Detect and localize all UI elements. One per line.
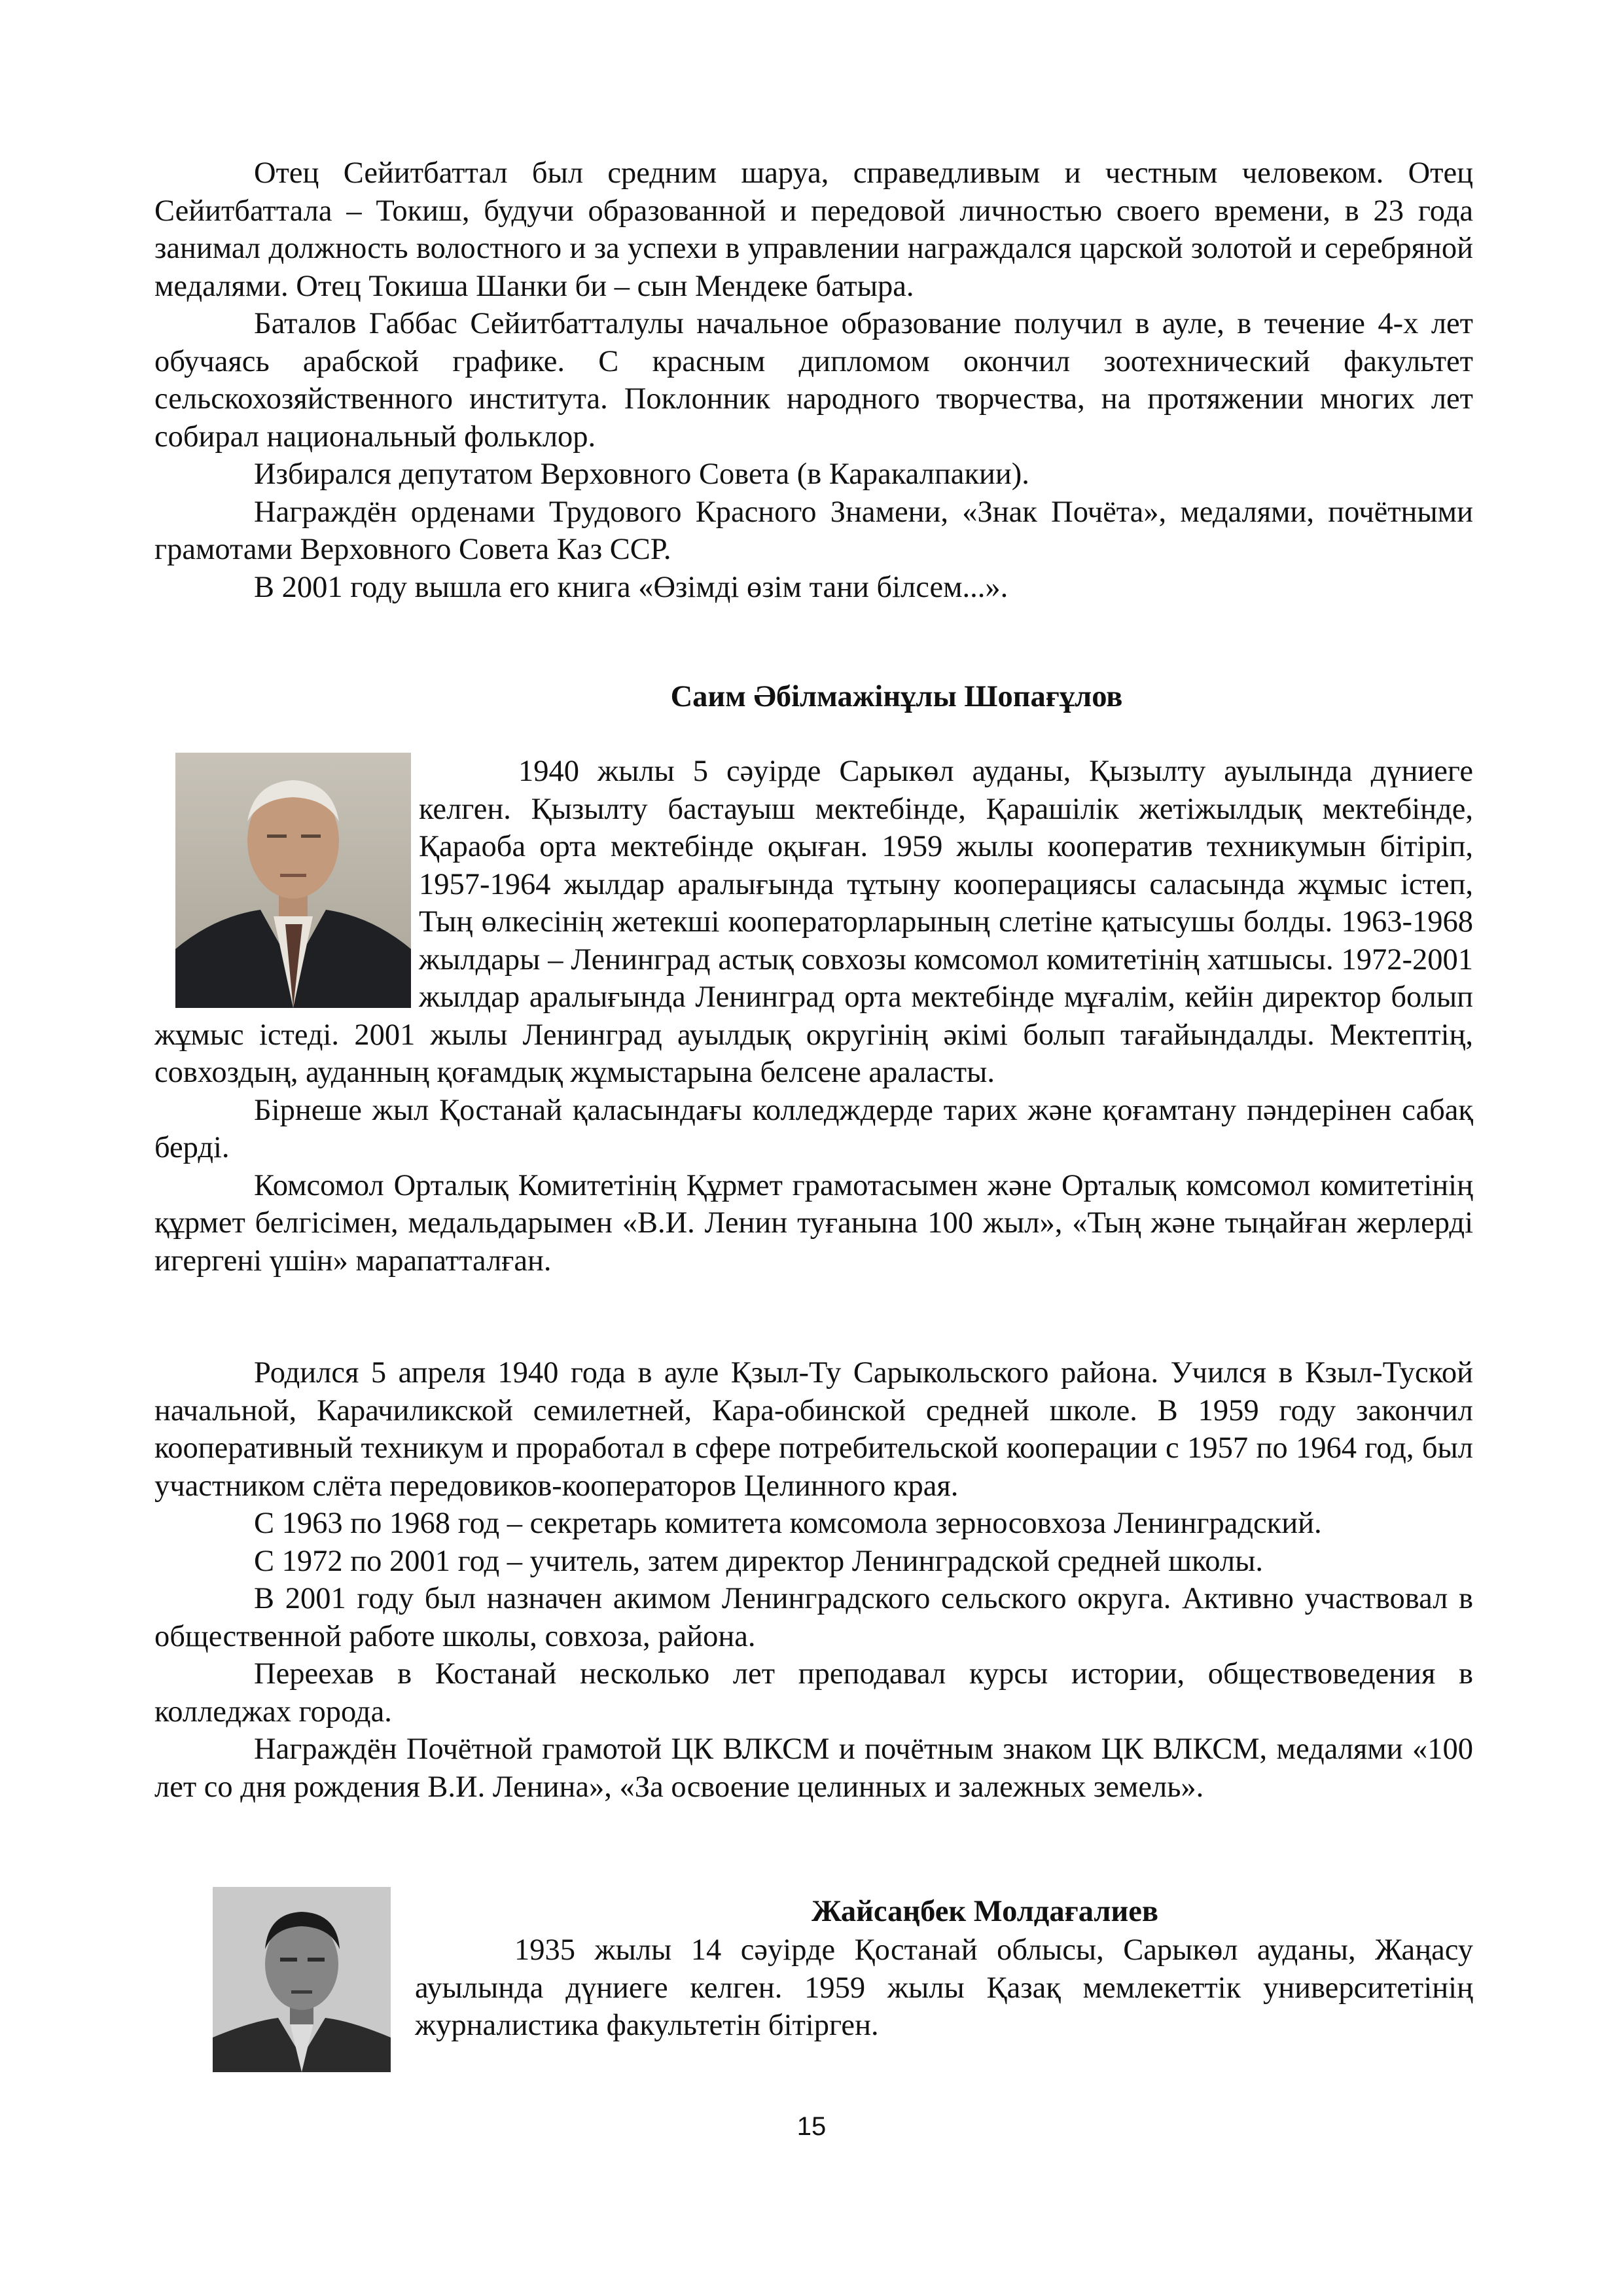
paragraph: Комсомол Орталық Комитетінің Құрмет грамотасымен және Орталық комсомол комитетінің құрмет белгісімен, медальдарымен «В.И. Ленин туғанына 100 жыл», «Тың және тыңайған жерлерді игергені үшін» марапатталған. — [154, 1168, 1473, 1278]
paragraph: С 1963 по 1968 год – секретарь комитета комсомола зерносовхоза Ленинградский. — [254, 1507, 1322, 1540]
paragraph: Награждён орденами Трудового Красного Знамени, «Знак Почёта», медалями, почётными грамотами Верховного Совета Каз ССР. — [154, 495, 1473, 566]
paragraph: Бірнеше жыл Қостанай қаласындағы колледждерде тарих және қоғамтану пәндерінен сабақ берді. — [154, 1093, 1473, 1164]
portrait-photo-image — [175, 753, 411, 1008]
paragraph: В 2001 году вышла его книга «Өзімді өзім тани білсем...». — [254, 570, 1008, 604]
paragraph: Избирался депутатом Верховного Совета (в Каракалпакии). — [254, 457, 1029, 491]
paragraph: 1940 жылы 5 сәуірде Сарыкөл ауданы, Қызылту ауылында дүниеге келген. Қызылту бастауыш мектебінде, Қарашілік жетіжылдық мектебінде, Қараоба орта мектебінде оқыған. 1959 жылы кооператив техникумын бітіріп, 1957-1964 жылдар аралығында тұтыну кооперациясы саласында жұмыс істеп, Тың өлкесінің жетекші кооператорларының слетіне қатысушы болды. 1963-1968 жылдары – Ленинград астық совхозы комсомол комитетінің хатшысы. 1972-2001 жылдар аралығында Ленинград орта мектебінде мұғалім, кейін директор болып жұмыс істеді. 2001 жылы Ленинград ауылдық округінің әкімі болып тағайындалды. Мектептің, совхоздың, ауданның қоғамдық жұмыстарына белсене араласты. — [154, 755, 1473, 1089]
person2-kz-section — [415, 1931, 1473, 2045]
paragraph: Родился 5 апреля 1940 года в ауле Қзыл-Ту Сарыкольского района. Учился в Кзыл-Туской начальной, Карачиликской семилетней, Кара-обинской средней школе. В 1959 году закончил кооперативный техникум и проработал в сфере потребительской кооперации с 1957 по 1964 год, был участником слёта передовиков-кооператоров Целинного края. — [154, 1356, 1473, 1503]
portrait-photo — [213, 1887, 391, 2072]
person-name-heading: Саим Әбілмажінұлы Шопағұлов — [670, 680, 1123, 713]
person-name-heading: Жайсаңбек Молдағалиев — [812, 1895, 1158, 1928]
paragraph: Баталов Габбас Сейитбатталулы начальное образование получил в ауле, в течение 4-х лет обучаясь арабской графике. С красным дипломом окончил зоотехнический факультет сельскохозяйственного института. Поклонник народного творчества, на протяжении многих лет собирал национальный фольклор. — [154, 307, 1473, 454]
intro-section — [154, 154, 1473, 606]
paragraph: Награждён Почётной грамотой ЦК ВЛКСМ и почётным знаком ЦК ВЛКСМ, медалями «100 лет со дня рождения В.И. Ленина», «За освоение целинных и залежных земель». — [154, 1732, 1473, 1804]
portrait-photo-image — [213, 1887, 391, 2072]
person1-kz-section — [154, 753, 1473, 1280]
paragraph: 1935 жылы 14 сәуірде Қостанай облысы, Сарыкөл ауданы, Жаңасу ауылында дүниеге келген. 1959 жылы Қазақ мемлекеттік университетінің журналистика факультетін бітірген. — [415, 1933, 1473, 2042]
portrait-photo — [175, 753, 411, 1008]
paragraph: Отец Сейитбаттал был средним шаруа, справедливым и честным человеком. Отец Сейитбаттала – Токиш, будучи образованной и передовой личностью своего времени, в 23 года занимал должность волостного и за успехи в управлении награждался царской золотой и серебряной медалями. Отец Токиша Шанки би – сын Мендеке батыра. — [154, 156, 1473, 303]
paragraph: Переехав в Костанай несколько лет преподавал курсы истории, обществоведения в колледжах города. — [154, 1657, 1473, 1729]
paragraph: В 2001 году был назначен акимом Ленинградского сельского округа. Активно участвовал в общественной работе школы, совхоза, района. — [154, 1582, 1473, 1653]
person1-ru-section — [154, 1354, 1473, 1806]
paragraph: С 1972 по 2001 год – учитель, затем директор Ленинградской средней школы. — [254, 1544, 1263, 1578]
page-number: 15 — [796, 2112, 827, 2141]
